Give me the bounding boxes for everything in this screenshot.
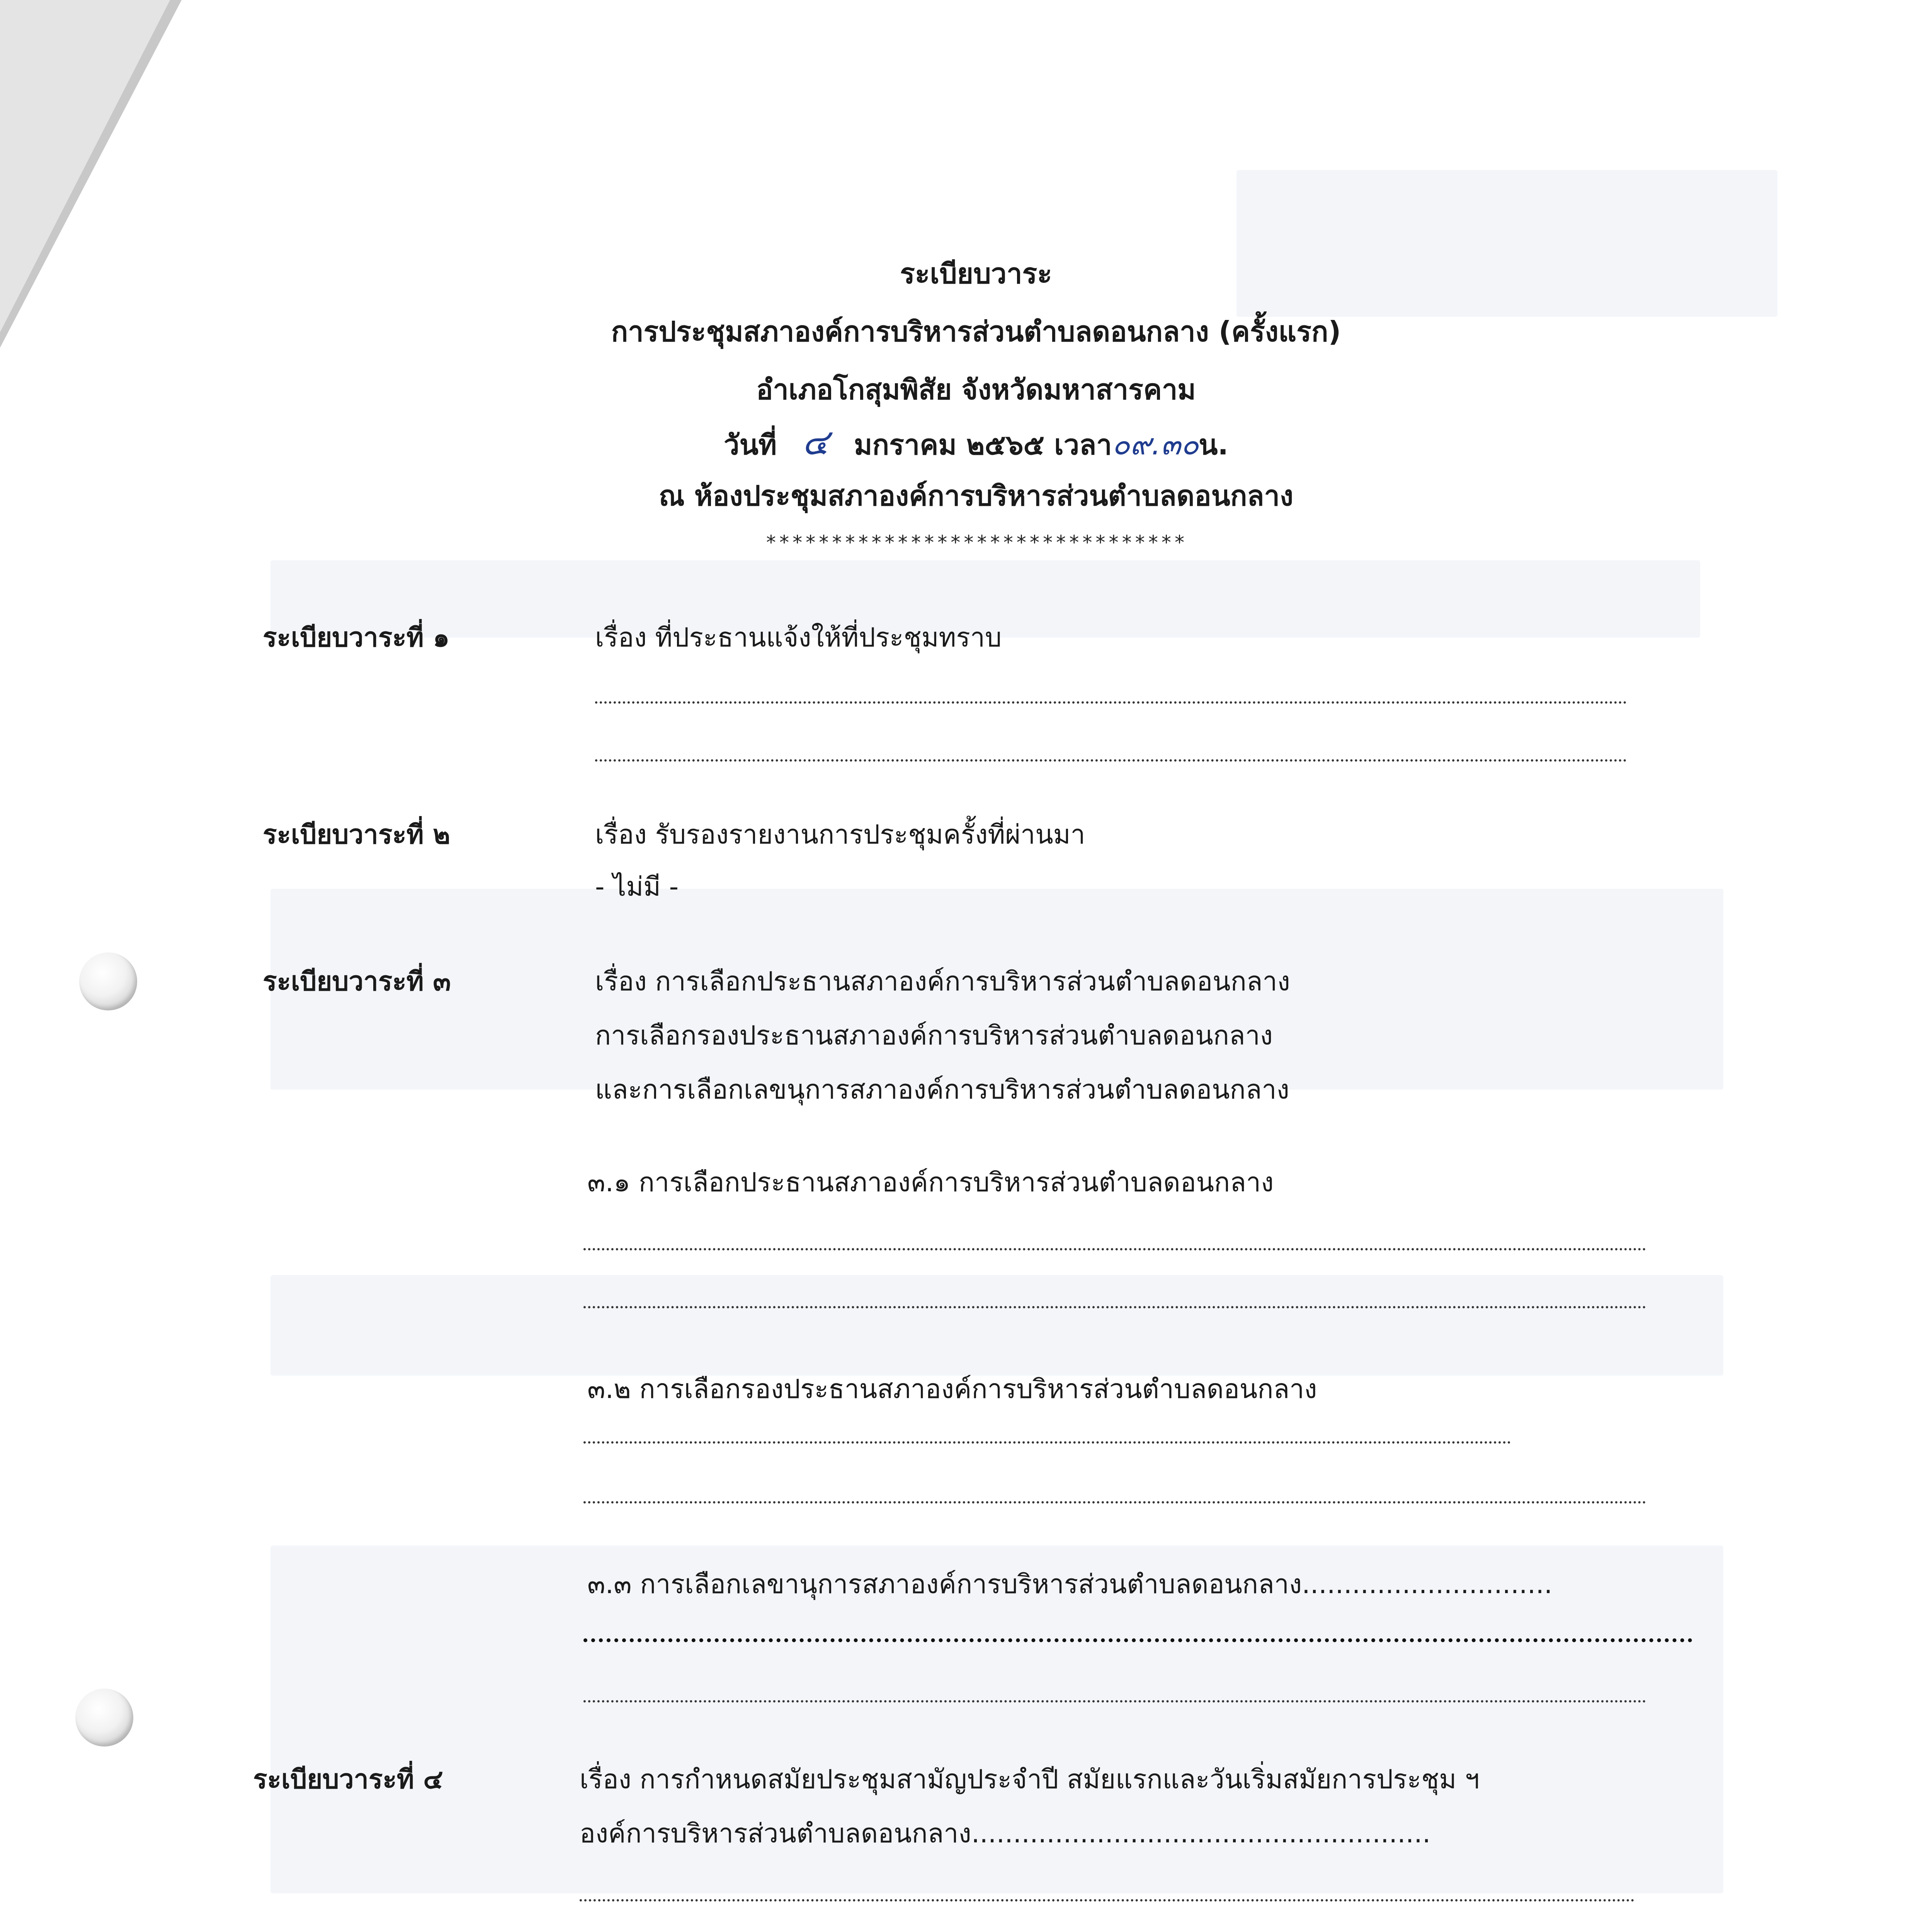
dotted-line (583, 1638, 1692, 1642)
agenda-3-sub-3: ๓.๓ การเลือกเลขานุการสภาองค์การบริหารส่วนตำบลดอนกลาง.............................. (587, 1569, 1553, 1600)
star-divider: ******************************** (765, 531, 1187, 554)
doc-subtitle-district: อำเภอโกสุมพิสัย จังหวัดมหาสารคาม (756, 373, 1196, 406)
agenda-1-label: ระเบียบวาระที่ ๑ (263, 622, 450, 653)
time-handwritten: ๐๙.๓๐ (1112, 427, 1199, 461)
agenda-2-title: เรื่อง รับรองรายงานการประชุมครั้งที่ผ่านมา (595, 820, 1085, 850)
agenda-2-note: - ไม่มี - (595, 872, 679, 902)
dotted-line (583, 1441, 1511, 1444)
doc-subtitle-meeting: การประชุมสภาองค์การบริหารส่วนตำบลดอนกลาง (ครั้งแรก) (611, 315, 1341, 348)
punch-hole (75, 1689, 133, 1747)
agenda-3-title-line3: และการเลือกเลขนุการสภาองค์การบริหารส่วนตำบลดอนกลาง (595, 1075, 1289, 1105)
doc-venue: ณ ห้องประชุมสภาองค์การบริหารส่วนตำบลดอนกลาง (658, 480, 1294, 512)
agenda-3-sub-2: ๓.๒ การเลือกรองประธานสภาองค์การบริหารส่วนตำบลดอนกลาง (587, 1374, 1317, 1405)
agenda-1-title: เรื่อง ที่ประธานแจ้งให้ที่ประชุมทราบ (595, 622, 1002, 653)
bleed-through-block (270, 1275, 1723, 1376)
dotted-line (583, 1306, 1646, 1308)
date-day-handwritten: ๔ (802, 422, 829, 463)
punch-hole (79, 952, 137, 1010)
date-month-year: มกราคม ๒๕๖๕ เวลา (854, 429, 1112, 461)
agenda-3-label: ระเบียบวาระที่ ๓ (263, 966, 451, 997)
agenda-4-label: ระเบียบวาระที่ ๔ (253, 1764, 443, 1795)
agenda-3-title-line2: การเลือกรองประธานสภาองค์การบริหารส่วนตำบลดอนกลาง (595, 1020, 1273, 1051)
agenda-4-title-line2: องค์การบริหารส่วนตำบลดอนกลาง....................................................... (580, 1818, 1431, 1849)
agenda-3-sub-1: ๓.๑ การเลือกประธานสภาองค์การบริหารส่วนตำบลดอนกลาง (587, 1167, 1274, 1198)
agenda-3-title: เรื่อง การเลือกประธานสภาองค์การบริหารส่วนตำบลดอนกลาง (595, 966, 1290, 997)
dotted-line (583, 1700, 1646, 1702)
agenda-2-label: ระเบียบวาระที่ ๒ (263, 820, 451, 850)
date-prefix: วันที่ (724, 429, 777, 461)
dotted-line (580, 1899, 1634, 1901)
doc-date-line (0, 413, 1932, 470)
dotted-line (595, 701, 1627, 704)
dotted-line (595, 759, 1627, 762)
agenda-4-title: เรื่อง การกำหนดสมัยประชุมสามัญประจำปี สมัยแรกและวันเริ่มสมัยการประชุม ฯ (580, 1764, 1480, 1795)
doc-title: ระเบียบวาระ (900, 257, 1052, 290)
dotted-line (583, 1501, 1646, 1503)
dotted-line (583, 1248, 1646, 1250)
time-suffix: น. (1199, 429, 1228, 461)
